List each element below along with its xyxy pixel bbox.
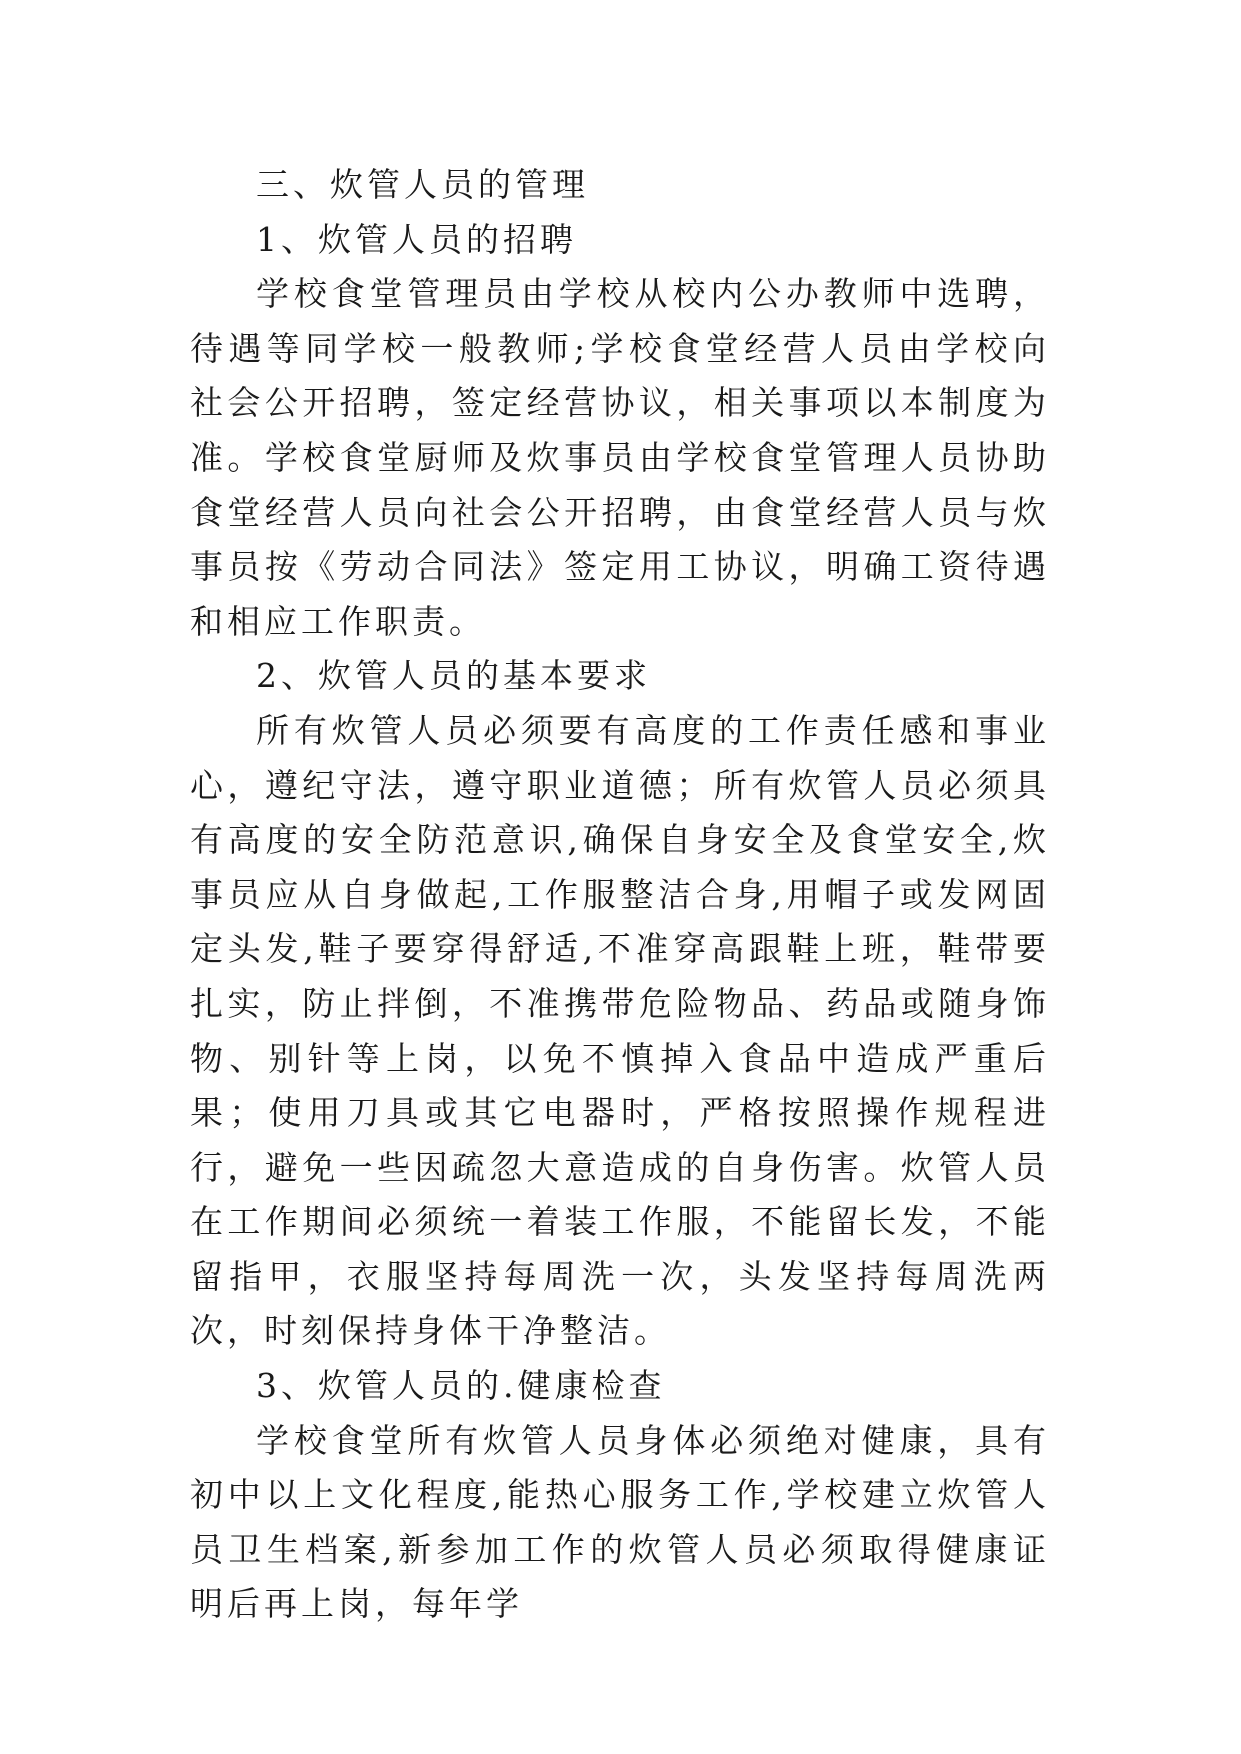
paragraph-health-check: 学校食堂所有炊管人员身体必须绝对健康，具有初中以上文化程度,能热心服务工作,学校建立炊管人员卫生档案,新参加工作的炊管人员必须取得健康证明后再上岗，每年学 [190, 1420, 1050, 1624]
subsection-heading-requirements: 2、炊管人员的基本要求 [256, 656, 651, 696]
document-body [190, 158, 1050, 1632]
section-heading: 三、炊管人员的管理 [256, 165, 589, 204]
subsection-heading-health-check: 3、炊管人员的.健康检查 [256, 1366, 666, 1406]
subsection-heading-recruitment: 1、炊管人员的招聘 [256, 219, 577, 259]
paragraph-requirements: 所有炊管人员必须要有高度的工作责任感和事业心，遵纪守法，遵守职业道德；所有炊管人员必须具有高度的安全防范意识,确保自身安全及食堂安全,炊事员应从自身做起,工作服整洁合身,用帽子或发网固定头发,鞋子要穿得舒适,不准穿高跟鞋上班，鞋带要扎实，防止拌倒，不准携带危险物品、药品或随身饰物、别针等上岗，以免不慎掉入食品中造成严重后果；使用刀具或其它电器时，严格按照操作规程进行，避免一些因疏忽大意造成的自身伤害。炊管人员在工作期间必须统一着装工作服，不能留长发，不能留指甲，衣服坚持每周洗一次，头发坚持每周洗两次，时刻保持身体干净整洁。 [190, 710, 1050, 1351]
paragraph-recruitment: 学校食堂管理员由学校从校内公办教师中选聘，待遇等同学校一般教师;学校食堂经营人员由学校向社会公开招聘，签定经营协议，相关事项以本制度为准。学校食堂厨师及炊事员由学校食堂管理人员协助食堂经营人员向社会公开招聘，由食堂经营人员与炊事员按《劳动合同法》签定用工协议，明确工资待遇和相应工作职责。 [190, 274, 1050, 641]
